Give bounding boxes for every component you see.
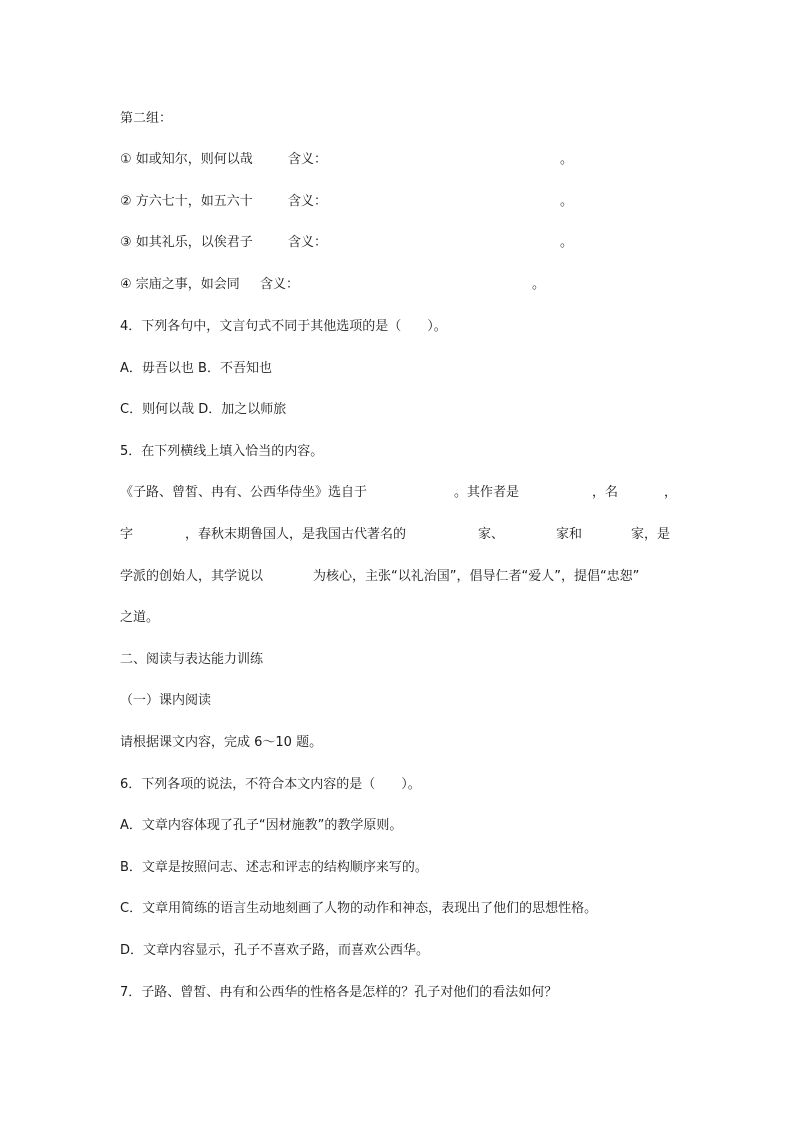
question-4-options-cd: C．则何以哉 D．加之以师旅 bbox=[120, 402, 287, 417]
group-item-1 bbox=[120, 151, 253, 169]
question-5-line-4: 之道。 bbox=[120, 610, 160, 625]
question-6-option-b: B．文章是按照问志、述志和评志的结构顺序来写的。 bbox=[120, 860, 428, 875]
group-heading: 第二组： bbox=[120, 111, 173, 126]
item-2-label: 含义： bbox=[288, 194, 328, 209]
item-4-end: 。 bbox=[532, 277, 546, 292]
item-text: ① 如或知尔，则何以哉 bbox=[120, 152, 253, 167]
item-1-label: 含义： bbox=[288, 152, 328, 167]
question-4-stem: 4．下列各句中，文言句式不同于其他选项的是（ ）。 bbox=[120, 319, 447, 334]
question-7-stem: 7．子路、曾皙、冉有和公西华的性格各是怎样的？孔子对他们的看法如何？ bbox=[120, 985, 558, 1000]
item-text: ② 方六七十，如五六十 bbox=[120, 194, 253, 209]
group-item-3 bbox=[120, 234, 253, 252]
question-5-line-2: 字 bbox=[120, 527, 134, 542]
item-1-end: 。 bbox=[560, 152, 574, 167]
question-5-line-3: 学派的创始人，其学说以 bbox=[120, 569, 264, 584]
q5-l1-c: ，名 bbox=[592, 485, 619, 500]
q5-l2-d: 家和 bbox=[556, 527, 583, 542]
section-instruction: 请根据课文内容，完成 6～10 题。 bbox=[120, 735, 323, 750]
q5-l2-b: ，春秋末期鲁国人，是我国古代著名的 bbox=[185, 527, 407, 542]
question-6-stem: 6．下列各项的说法，不符合本文内容的是（ ）。 bbox=[120, 777, 421, 792]
group-item-2 bbox=[120, 193, 253, 211]
q5-l2-e: 家，是 bbox=[631, 527, 671, 542]
question-4-options-ab: A．毋吾以也 B．不吾知也 bbox=[120, 361, 272, 376]
q5-l2-c: 家、 bbox=[478, 527, 505, 542]
item-3-end: 。 bbox=[560, 235, 574, 250]
question-6-option-c: C．文章用简练的语言生动地刻画了人物的动作和神态，表现出了他们的思想性格。 bbox=[120, 901, 598, 916]
question-5-line-1: 《子路、曾皙、冉有、公西华侍坐》选自于 bbox=[120, 485, 368, 500]
question-5-stem: 5．在下列横线上填入恰当的内容。 bbox=[120, 444, 324, 459]
group-item-4 bbox=[120, 276, 240, 294]
item-2-end: 。 bbox=[560, 194, 574, 209]
item-text: ③ 如其礼乐，以俟君子 bbox=[120, 235, 253, 250]
q5-l1-d: ， bbox=[664, 485, 678, 500]
question-6-option-d: D．文章内容显示，孔子不喜欢子路，而喜欢公西华。 bbox=[120, 943, 430, 958]
question-6-option-a: A．文章内容体现了孔子“因材施教”的教学原则。 bbox=[120, 818, 403, 833]
section-title: 二、阅读与表达能力训练 bbox=[120, 652, 264, 667]
item-4-label: 含义： bbox=[260, 277, 300, 292]
section-subtitle: （一）课内阅读 bbox=[120, 693, 212, 708]
q5-l3-b: 为核心，主张“以礼治国”，倡导仁者“爱人”，提倡“忠恕” bbox=[313, 569, 640, 584]
item-text: ④ 宗庙之事，如会同 bbox=[120, 277, 240, 292]
q5-l1-b: 。其作者是 bbox=[454, 485, 520, 500]
item-3-label: 含义： bbox=[288, 235, 328, 250]
